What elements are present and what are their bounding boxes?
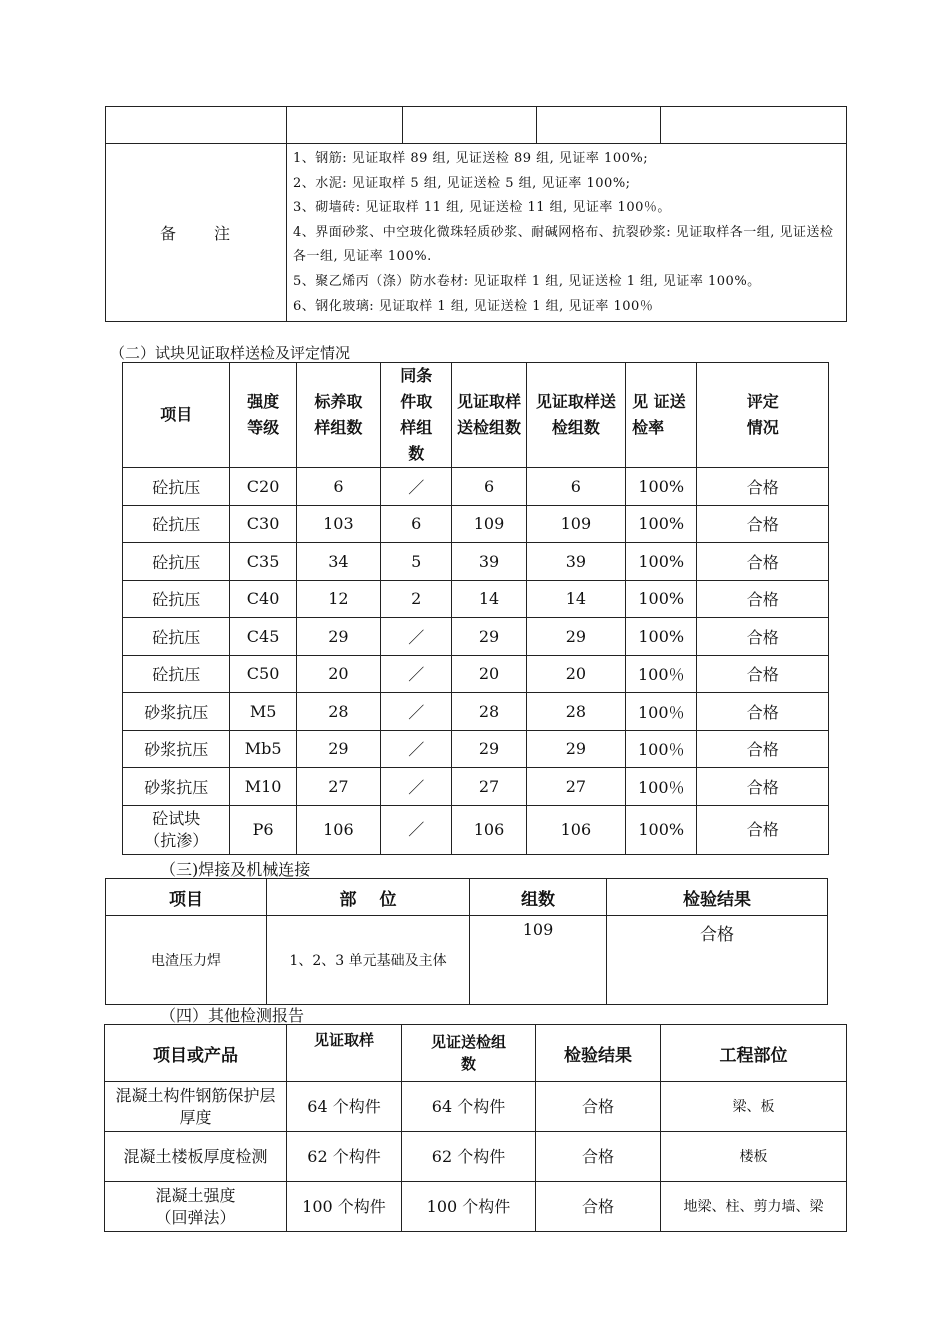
table-cell: 29 <box>526 618 625 656</box>
table-cell: 100％ <box>626 693 697 731</box>
table-cell: C45 <box>230 618 296 656</box>
table-cell: 6 <box>452 468 526 506</box>
col-header: 见证取样送检组数 <box>452 363 526 468</box>
table-cell: 合格 <box>536 1182 661 1232</box>
table-cell: 2 <box>381 580 452 618</box>
table-cell: 100 个构件 <box>402 1182 536 1232</box>
col-header: 同条件取样组数 <box>381 363 452 468</box>
table-cell: 20 <box>452 655 526 693</box>
notes-label: 备 注 <box>106 144 287 322</box>
list-item: 2、水泥: 见证取样 5 组, 见证送检 5 组, 见证率 100%; <box>293 175 631 191</box>
table-cell: 29 <box>452 618 526 656</box>
col-header: 项目 <box>106 879 267 916</box>
table-cell: 砼抗压 <box>123 655 230 693</box>
table-cell: ／ <box>381 655 452 693</box>
table-row <box>123 580 829 618</box>
table-cell: 62 个构件 <box>287 1132 402 1182</box>
table-header-row <box>123 363 829 468</box>
col-header: 检验结果 <box>536 1025 661 1082</box>
table-cell: ／ <box>381 730 452 768</box>
table-cell: 合格 <box>697 618 829 656</box>
table-cell: ／ <box>381 693 452 731</box>
table-row <box>106 144 847 322</box>
list-item: 5、聚乙烯丙（涤）防水卷材: 见证取样 1 组, 见证送检 1 组, 见证率 100%。 <box>293 273 761 289</box>
section4-title: （四）其他检测报告 <box>160 1006 305 1025</box>
col-header: 见证送检组数 <box>402 1025 536 1082</box>
table-cell: 砼试块（抗渗） <box>123 805 230 854</box>
table-cell: 27 <box>452 768 526 806</box>
table-cell: Mb5 <box>230 730 296 768</box>
table-cell: 合格 <box>697 768 829 806</box>
table-cell: 109 <box>452 505 526 543</box>
col-header: 项目或产品 <box>105 1025 287 1082</box>
col-header: 见 证送 检率 <box>626 363 697 468</box>
table-cell: ／ <box>381 618 452 656</box>
table-cell: 100％ <box>626 730 697 768</box>
table-cell: 砂浆抗压 <box>123 768 230 806</box>
table-cell: C35 <box>230 543 296 581</box>
table-cell: C40 <box>230 580 296 618</box>
specimen-table <box>122 362 829 855</box>
table-cell: 100% <box>626 468 697 506</box>
col-header: 部 位 <box>267 879 470 916</box>
table-row <box>105 1082 847 1132</box>
section3-title: （三)焊接及机械连接 <box>160 860 311 879</box>
table-row <box>123 693 829 731</box>
table-cell: 电渣压力焊 <box>106 916 267 1005</box>
table-cell: 6 <box>296 468 380 506</box>
table-cell: 砼抗压 <box>123 580 230 618</box>
table-cell: 39 <box>452 543 526 581</box>
table-cell: 29 <box>296 730 380 768</box>
col-header: 见证取样 <box>287 1025 402 1082</box>
table-cell: ／ <box>381 805 452 854</box>
table-cell: 1、2、3 单元基础及主体 <box>267 916 470 1005</box>
table-cell: 27 <box>526 768 625 806</box>
table-cell: 64 个构件 <box>287 1082 402 1132</box>
table-cell: 砼抗压 <box>123 468 230 506</box>
table-cell: 混凝土强度（回弹法） <box>105 1182 287 1232</box>
table-cell: 28 <box>296 693 380 731</box>
table-cell: 14 <box>452 580 526 618</box>
table-cell: 合格 <box>697 655 829 693</box>
table-cell: 100% <box>626 805 697 854</box>
table-cell: 27 <box>296 768 380 806</box>
list-item: 6、钢化玻璃: 见证取样 1 组, 见证送检 1 组, 见证率 100％ <box>293 298 654 314</box>
table-cell: ／ <box>381 768 452 806</box>
table-cell: 100% <box>626 543 697 581</box>
table-cell: 合格 <box>697 693 829 731</box>
table-cell: 100％ <box>626 768 697 806</box>
table-cell: 62 个构件 <box>402 1132 536 1182</box>
table-cell: 混凝土楼板厚度检测 <box>105 1132 287 1182</box>
table-cell: 29 <box>296 618 380 656</box>
table-cell: 梁、板 <box>661 1082 847 1132</box>
table-cell: 砼抗压 <box>123 618 230 656</box>
table-cell: 103 <box>296 505 380 543</box>
table-cell: C50 <box>230 655 296 693</box>
table-cell: 合格 <box>607 916 828 1005</box>
list-item: 3、砌墙砖: 见证取样 11 组, 见证送检 11 组, 见证率 100％。 <box>293 200 671 216</box>
table-cell: 6 <box>381 505 452 543</box>
table-cell: C30 <box>230 505 296 543</box>
list-item: 4、界面砂浆、中空玻化微珠轻质砂浆、耐碱网格布、抗裂砂浆: 见证取样各一组, 见证送检各一组, 见证率 100%. <box>293 224 834 265</box>
table-cell: 20 <box>526 655 625 693</box>
table-cell: 100% <box>626 505 697 543</box>
table-cell: 砂浆抗压 <box>123 693 230 731</box>
section2-title: （二）试块见证取样送检及评定情况 <box>110 344 351 362</box>
table-cell: M10 <box>230 768 296 806</box>
notes-content <box>287 144 847 322</box>
table-cell: 20 <box>296 655 380 693</box>
col-header: 见证取样送检组数 <box>526 363 625 468</box>
table-cell: 29 <box>452 730 526 768</box>
table-row <box>106 107 847 144</box>
table-cell: 100% <box>626 618 697 656</box>
table-cell: 64 个构件 <box>402 1082 536 1132</box>
table-header-row <box>105 1025 847 1082</box>
table-cell: 合格 <box>697 805 829 854</box>
table-row <box>123 543 829 581</box>
table-cell: 5 <box>381 543 452 581</box>
notes-table <box>105 106 847 322</box>
table-cell: 106 <box>452 805 526 854</box>
table-cell: 39 <box>526 543 625 581</box>
table-cell: C20 <box>230 468 296 506</box>
table-cell: 合格 <box>697 730 829 768</box>
col-header: 检验结果 <box>607 879 828 916</box>
other-reports-table <box>104 1024 847 1232</box>
table-cell: 12 <box>296 580 380 618</box>
table-cell: 楼板 <box>661 1132 847 1182</box>
table-cell: ／ <box>381 468 452 506</box>
table-cell: 混凝土构件钢筋保护层厚度 <box>105 1082 287 1132</box>
table-cell: 合格 <box>536 1082 661 1132</box>
table-cell: 砂浆抗压 <box>123 730 230 768</box>
table-row <box>106 916 828 1005</box>
table-row <box>123 505 829 543</box>
table-row <box>123 768 829 806</box>
table-cell: 合格 <box>697 580 829 618</box>
col-header: 工程部位 <box>661 1025 847 1082</box>
col-header: 评定情况 <box>697 363 829 468</box>
col-header: 组数 <box>470 879 607 916</box>
table-cell: 100％ <box>626 655 697 693</box>
table-cell: 6 <box>526 468 625 506</box>
table-cell: 28 <box>526 693 625 731</box>
table-cell: 100% <box>626 580 697 618</box>
table-cell: 砼抗压 <box>123 543 230 581</box>
table-cell: 合格 <box>536 1132 661 1182</box>
table-row <box>105 1182 847 1232</box>
table-cell: 14 <box>526 580 625 618</box>
table-header-row <box>106 879 828 916</box>
table-row <box>105 1132 847 1182</box>
table-cell: 合格 <box>697 468 829 506</box>
table-cell: 100 个构件 <box>287 1182 402 1232</box>
table-row <box>123 468 829 506</box>
table-row <box>123 730 829 768</box>
table-cell: 砼抗压 <box>123 505 230 543</box>
table-cell: 109 <box>526 505 625 543</box>
table-cell: P6 <box>230 805 296 854</box>
col-header: 强度等级 <box>230 363 296 468</box>
table-row <box>123 805 829 854</box>
welding-table <box>105 878 828 1005</box>
table-row <box>123 655 829 693</box>
table-cell: 地梁、柱、剪力墙、梁 <box>661 1182 847 1232</box>
table-cell: M5 <box>230 693 296 731</box>
table-cell: 合格 <box>697 543 829 581</box>
table-cell: 106 <box>526 805 625 854</box>
table-cell: 合格 <box>697 505 829 543</box>
col-header: 标养取样组数 <box>296 363 380 468</box>
table-cell: 106 <box>296 805 380 854</box>
list-item: 1、钢筋: 见证取样 89 组, 见证送检 89 组, 见证率 100%; <box>293 151 649 166</box>
table-cell: 34 <box>296 543 380 581</box>
table-cell: 29 <box>526 730 625 768</box>
col-header: 项目 <box>123 363 230 468</box>
table-cell: 28 <box>452 693 526 731</box>
table-row <box>123 618 829 656</box>
table-cell: 109 <box>470 916 607 1005</box>
